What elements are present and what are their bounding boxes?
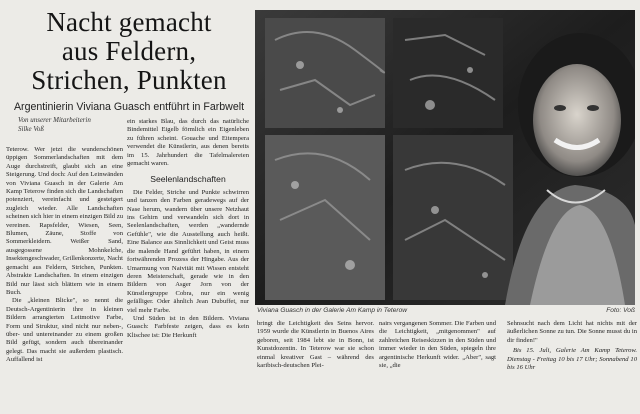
byline-author: Silke Voß	[18, 125, 44, 133]
byline-role: Von unserer Mitarbeiterin	[18, 116, 91, 124]
headline-line-1: Nacht gemacht	[46, 7, 212, 37]
article-column-2	[127, 118, 249, 412]
photo-illustration	[255, 10, 635, 305]
article-column-4	[379, 320, 496, 414]
article-column-5	[507, 320, 637, 414]
byline	[18, 116, 138, 134]
article-paragraph: nairs vergangenen Sommer. Die Farben und die Leichtigkeit, „mitgenommen" auf zahlreichen Reiseskizzen in den Süden und immer wieder in den Süden, spiegeln ihre argentinische Herkunft wider. „Aber", sagt sie, „die	[379, 320, 496, 370]
article-column-1	[6, 146, 123, 412]
photo-caption: Viviana Guasch in der Galerie Am Kamp in Teterow	[257, 307, 408, 314]
article-paragraph: Die Felder, Striche und Punkte schwirren und tanzen den Farben geradewegs auf der Nase herum, wandern über unsere Netzhaut ins Gehirn und verwandeln sich dort in Seelenlandschaften, werden „wandernde Gefühle", wie die Ausstellung auch heißt. Eine Balance aus Sinnlichkeit und Geist muss die malende Hand geführt haben, in einem fortwährenden Prozess der Hingabe. Aus der Umarmung von Naivität mit Wissen entsteht deren Meisterschaft, gerade wie in den Bildern von Asger Jorn von der Künstlergruppe Cobra, nur ein wenig gefälliger. Oder ähnlich Jean Dubuffet, nur viel mehr Farbe.	[127, 188, 249, 314]
article-paragraph: Und Süden ist in den Bildern. Viviana Guasch: Farbfeste zeigen, dass es kein Klischee ist: Die Herkunft	[127, 314, 249, 339]
section-heading: Seelenlandschaften	[150, 174, 226, 185]
article-paragraph: ein starkes Blau, das durch das natürliche Bindemittel Eigelb förmlich ein Eigenleben zu führen scheint. Gouache und Eitempera verwendet die Künstlerin, aus denen bereits im 15. Jahrhundert die Tafelmalereien gemacht waren.	[127, 118, 249, 168]
headline-line-2: aus Feldern,	[61, 36, 197, 66]
headline	[6, 8, 252, 95]
exhibition-info: Bis 15. Juli, Galerie Am Kamp Teterow. Dienstag - Freitag 10 bis 17 Uhr; Sonnabend 10 bis 16 Uhr	[507, 347, 637, 372]
article-paragraph: Die „kleinen Blicke", so nennt die Deutsch-Argentinierin ihre in kleinen Bildern arrangierten Leitmotive Farbe, Form und Struktur, sind nicht nur neben-, über- und untereinander zu einem großen Bild gefügt, sondern auch übereinander gelegt. Das macht sie außerdem plastisch. Auffallend ist	[6, 297, 123, 364]
article-column-3	[257, 320, 374, 414]
headline-line-3: Strichen, Punkten	[31, 65, 227, 95]
photo-credit: Foto: Voß	[606, 307, 635, 314]
artist-photo	[255, 10, 635, 305]
article-paragraph: Sehnsucht nach dem Licht hat nichts mit der äußerlichen Sonne zu tun. Die Sonne musst du in dir finden!"	[507, 320, 637, 344]
article-paragraph: Teterow. Wer jetzt die wunderschönen üppigen Sommerlandschaften mit dem Auge durchstreift, glaubt sich an eine Steigerung. Und doch: Auf den Leinwänden von Viviana Guasch in der Galerie Am Kamp Teterow finden sich die Landschaften potenziert, vereinfacht und gesteigert zugleich wieder. Alle Landschaften scheinen sich hier in einem einzigen Bild zu vereinen. Rapsfelder, Wiesen, Seen, Blumen, Zäune, Stoffe von Sommerkleidern. Weißer Sand, ausgegossene Mohnkelche, Insektengeschwader, Grillenkonzerte, Nacht gemacht aus Feldern, Strichen, Punkten. Abstrakte Landschaften. In einem einzigen Bild nur lässt sich blättern wie in einem Buch.	[6, 146, 123, 296]
subheadline: Argentinierin Viviana Guasch entführt in Farbwelt	[13, 101, 245, 113]
article-paragraph: bringt die Leichtigkeit des Seins hervor. 1959 wurde die Künstlerin in Buenos Aires geboren, seit 1984 lebt sie in Bonn, ist Kunstdozentin. In Teterow war sie schon einmal kreativer Gast – während des karibisch-deutschen Plei-	[257, 320, 374, 370]
